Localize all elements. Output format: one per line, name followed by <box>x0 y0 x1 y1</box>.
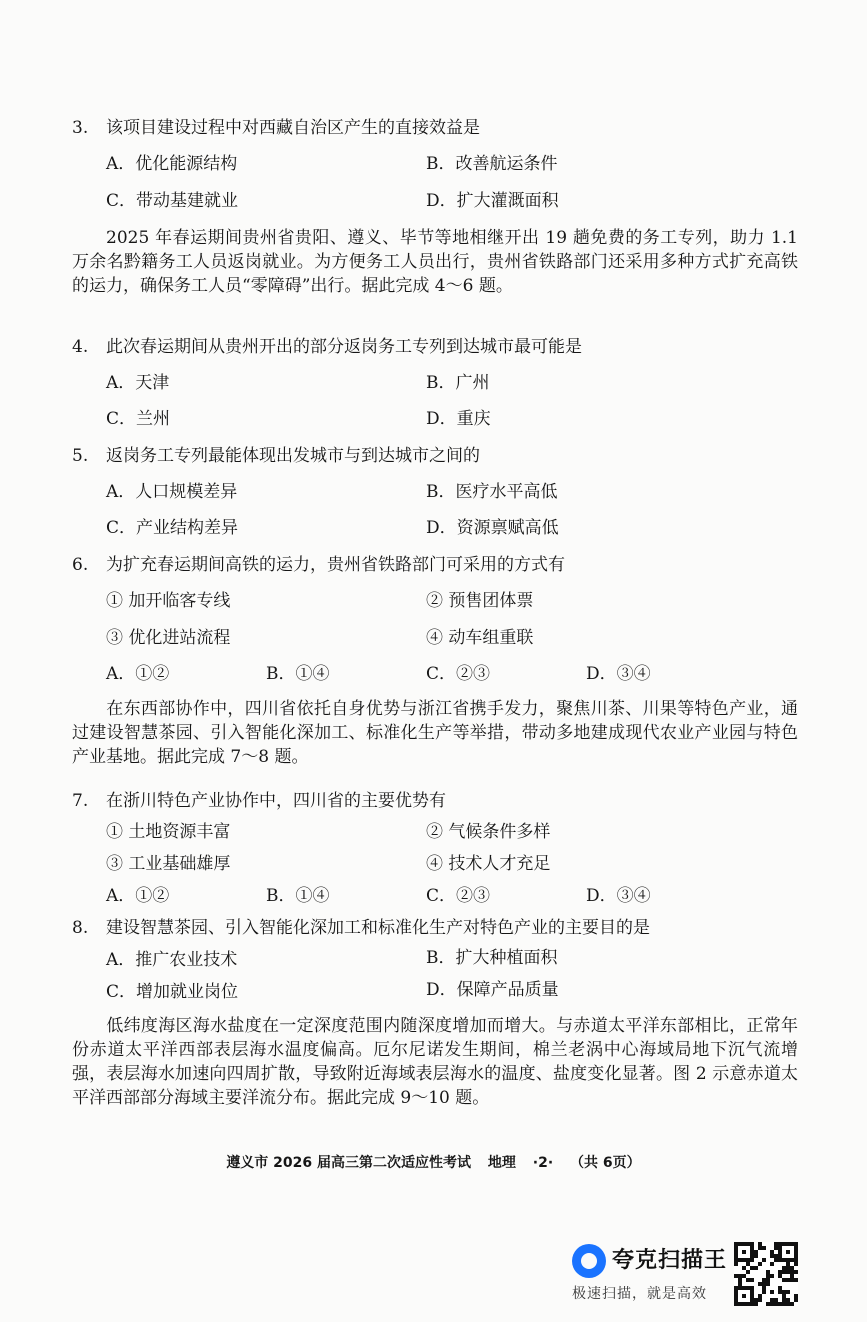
q7-option-d: D．③④ <box>586 886 651 906</box>
q4-option-a: A．天津 <box>106 373 170 393</box>
q7-number: 7. <box>72 791 89 811</box>
q3-number: 3. <box>72 118 89 138</box>
passage-4-6-text: 2025 年春运期间贵州省贵阳、遵义、毕节等地相继开出 19 趟免费的务工专列，助力 1.1 万余名黔籍务工人员返岗就业。为方便务工人员出行，贵州省铁路部门还采用多种方式扩充高铁的运力，确保务工人员“零障碍”出行。据此完成 4～6 题。 <box>72 228 798 296</box>
q8-number: 8. <box>72 918 89 938</box>
q5-option-c: C．产业结构差异 <box>106 518 239 538</box>
q3-option-d: D．扩大灌溉面积 <box>426 191 559 211</box>
q7-option-b: B．①④ <box>266 886 330 906</box>
q6-option-d: D．③④ <box>586 664 651 684</box>
watermark-title: 夸克扫描王 <box>612 1248 728 1273</box>
watermark-subtitle: 极速扫描，就是高效 <box>572 1286 707 1302</box>
q6-item-1: ① 加开临客专线 <box>106 591 231 611</box>
q7-item-1: ① 土地资源丰富 <box>106 822 231 842</box>
q7-item-4: ④ 技术人才充足 <box>426 854 551 874</box>
q6-number: 6. <box>72 555 89 575</box>
q7-option-a: A．①② <box>106 886 170 906</box>
q5-stem: 返岗务工专列最能体现出发城市与到达城市之间的 <box>106 446 480 466</box>
q7-stem: 在浙川特色产业协作中，四川省的主要优势有 <box>106 791 446 811</box>
q8-stem: 建设智慧茶园、引入智能化深加工和标准化生产对特色产业的主要目的是 <box>106 918 650 938</box>
q6-option-c: C．②③ <box>426 664 491 684</box>
footer-page-number: ·2· <box>532 1155 554 1171</box>
q6-stem: 为扩充春运期间高铁的运力，贵州省铁路部门可采用的方式有 <box>106 555 565 575</box>
q5-number: 5. <box>72 446 89 466</box>
q4-stem: 此次春运期间从贵州开出的部分返岗务工专列到达城市最可能是 <box>106 337 582 357</box>
quark-logo-icon <box>572 1244 606 1278</box>
q8-option-b: B．扩大种植面积 <box>426 948 558 968</box>
q6-option-b: B．①④ <box>266 664 330 684</box>
q5-option-a: A．人口规模差异 <box>106 482 238 502</box>
q4-option-d: D．重庆 <box>426 409 491 429</box>
page-footer <box>0 1153 867 1173</box>
q4-option-c: C．兰州 <box>106 409 171 429</box>
footer-subject: 地理 <box>487 1155 516 1171</box>
q6-option-a: A．①② <box>106 664 170 684</box>
q3-option-b: B．改善航运条件 <box>426 154 558 174</box>
q4-option-b: B．广州 <box>426 373 490 393</box>
q5-option-d: D．资源禀赋高低 <box>426 518 559 538</box>
q6-item-3: ③ 优化进站流程 <box>106 628 231 648</box>
q5-option-b: B．医疗水平高低 <box>426 482 558 502</box>
q8-option-c: C．增加就业岗位 <box>106 982 239 1002</box>
q4-number: 4. <box>72 337 89 357</box>
passage-9-10-text: 低纬度海区海水盐度在一定深度范围内随深度增加而增大。与赤道太平洋东部相比，正常年份赤道太平洋西部表层海水温度偏高。厄尔尼诺发生期间，棉兰老涡中心海域局地下沉气流增强，表层海水加速向四周扩散，导致附近海域表层海水的温度、盐度变化显著。图 2 示意赤道太平洋西部部分海域主要洋流分布。据此完成 9～10 题。 <box>72 1016 798 1108</box>
q8-option-d: D．保障产品质量 <box>426 980 559 1000</box>
q3-option-c: C．带动基建就业 <box>106 191 239 211</box>
passage-7-8-text: 在东西部协作中，四川省依托自身优势与浙江省携手发力，聚焦川茶、川果等特色产业，通过建设智慧茶园、引入智能化深加工、标准化生产等举措，带动多地建成现代农业产业园与特色产业基地。据此完成 7～8 题。 <box>72 699 798 767</box>
q3-stem: 该项目建设过程中对西藏自治区产生的直接效益是 <box>106 118 480 138</box>
q7-item-2: ② 气候条件多样 <box>426 822 551 842</box>
passage-4-6 <box>72 226 798 298</box>
qr-code-icon <box>734 1242 798 1306</box>
q8-option-a: A．推广农业技术 <box>106 950 238 970</box>
footer-total-pages: （共 6页） <box>570 1155 641 1171</box>
q7-option-c: C．②③ <box>426 886 491 906</box>
passage-9-10 <box>72 1014 798 1110</box>
q3-option-a: A．优化能源结构 <box>106 154 238 174</box>
q6-item-4: ④ 动车组重联 <box>426 628 534 648</box>
q7-item-3: ③ 工业基础雄厚 <box>106 854 231 874</box>
footer-exam-name: 遵义市 2026 届高三第二次适应性考试 <box>226 1155 472 1171</box>
q6-item-2: ② 预售团体票 <box>426 591 534 611</box>
passage-7-8 <box>72 697 798 769</box>
